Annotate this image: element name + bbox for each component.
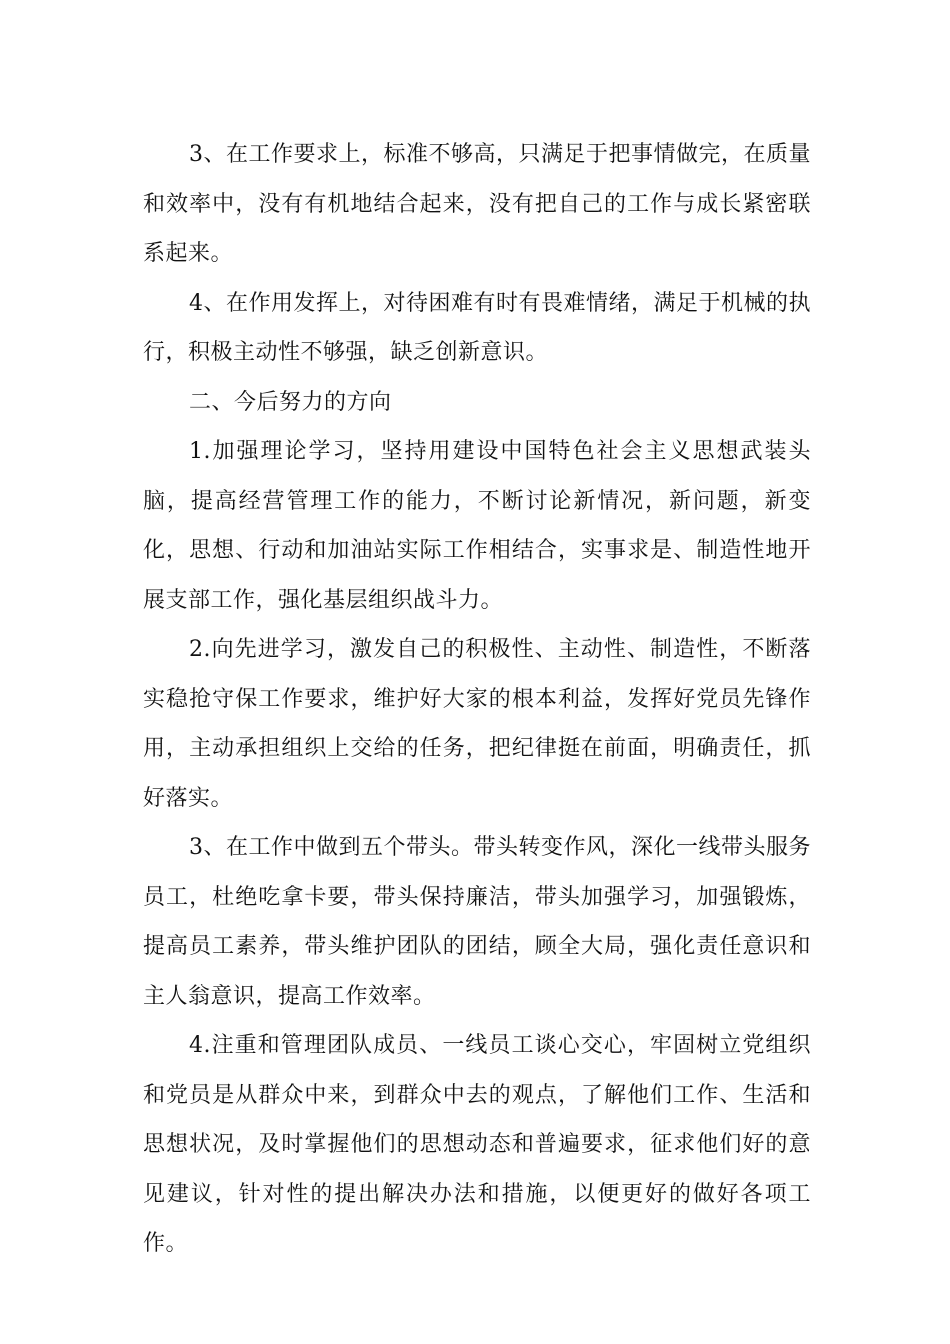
paragraph-five-leads: 3、在工作中做到五个带头。带头转变作风，深化一线带头服务员工，杜绝吃拿卡要，带头保持廉洁，带头加强学习，加强锻炼，提高员工素养，带头维护团队的团结，顾全大局，强化责任意识和主人翁意识，提高工作效率。 (143, 835, 811, 1009)
document-body (143, 130, 811, 1269)
paragraph-learn-from-advanced: 2.向先进学习，激发自己的积极性、主动性、制造性，不断落实稳抢守保工作要求，维护好大家的根本利益，发挥好党员先锋作用，主动承担组织上交给的任务，把纪律挺在前面，明确责任，抓好落实。 (143, 637, 811, 811)
paragraph-work-requirements: 3、在工作要求上，标准不够高，只满足于把事情做完，在质量和效率中，没有有机地结合起来，没有把自己的工作与成长紧密联系起来。 (143, 142, 811, 266)
paragraph-team-communication: 4.注重和管理团队成员、一线员工谈心交心，牢固树立党组织和党员是从群众中来，到群众中去的观点，了解他们工作、生活和思想状况，及时掌握他们的思想动态和普遍要求，征求他们好的意见建议，针对性的提出解决办法和措施，以便更好的做好各项工作。 (143, 1033, 811, 1256)
section-heading-future-direction: 二、今后努力的方向 (189, 389, 392, 415)
paragraph-role-performance: 4、在作用发挥上，对待困难有时有畏难情绪，满足于机械的执行，积极主动性不够强，缺乏创新意识。 (143, 290, 811, 365)
paragraph-theory-study: 1.加强理论学习，坚持用建设中国特色社会主义思想武装头脑，提高经营管理工作的能力，不断讨论新情况，新问题，新变化，思想、行动和加油站实际工作相结合，实事求是、制造性地开展支部工作，强化基层组织战斗力。 (143, 439, 811, 613)
